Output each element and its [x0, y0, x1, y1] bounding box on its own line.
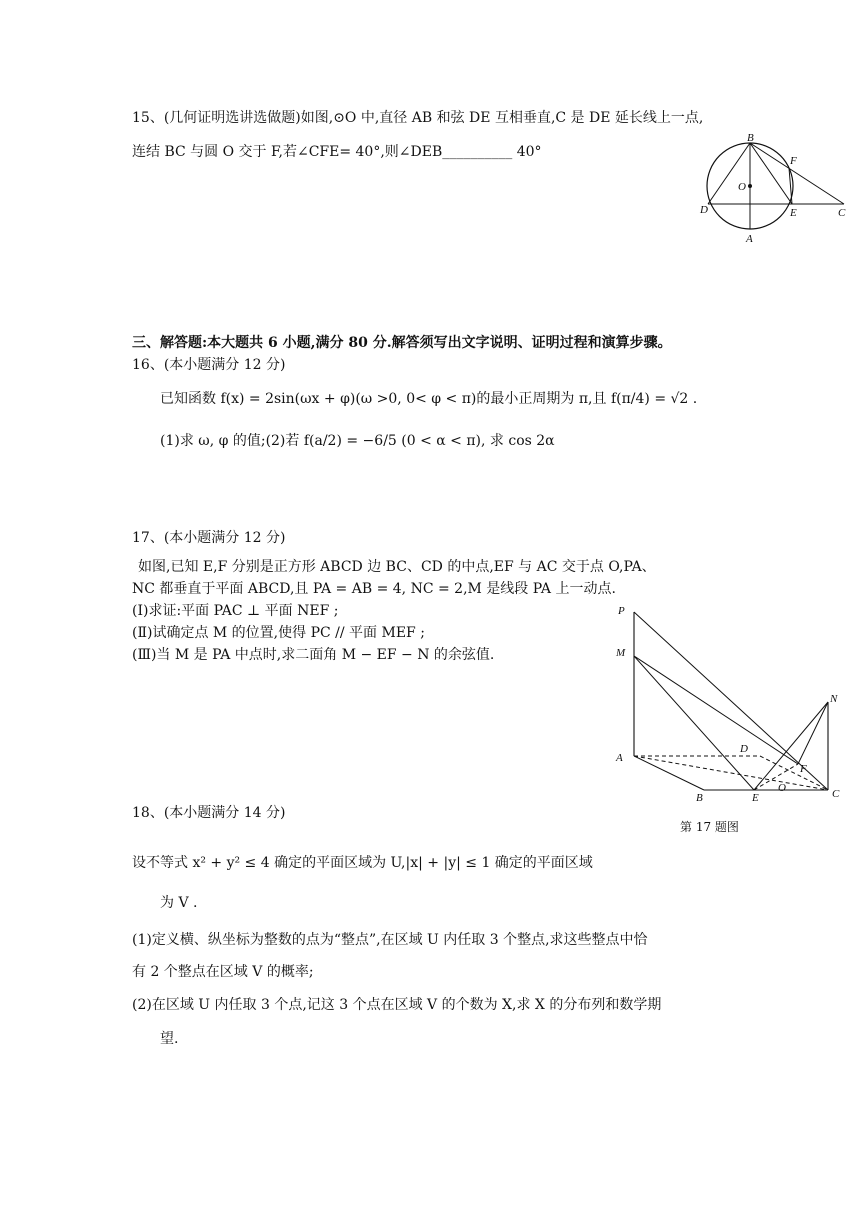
- label-c: C: [838, 207, 846, 219]
- label-a: A: [746, 233, 753, 245]
- edge-ef: [754, 764, 798, 790]
- q18-line1: 设不等式 x² + y² ≤ 4 确定的平面区域为 U,|x| + |y| ≤ 1 确定的平面区域: [132, 855, 593, 871]
- q17-solid-figure: [612, 600, 848, 804]
- q17-item1: (Ⅰ)求证:平面 PAC ⊥ 平面 NEF ;: [132, 603, 339, 619]
- q16-line2: (1)求 ω, φ 的值;(2)若 f(a/2) = −6/5 (0 < α < π), 求 cos 2α: [160, 433, 555, 449]
- label-f: F: [790, 155, 797, 167]
- label-d: D: [700, 204, 708, 216]
- q18-item2b: 望.: [160, 1031, 179, 1047]
- q18-item1a: (1)定义横、纵坐标为整数的点为“整点”,在区域 U 内任取 3 个整点,求这些整点中恰: [132, 932, 648, 948]
- q16-line1: 已知函数 f(x) = 2sin(ωx + φ)(ω >0, 0< φ < π)的最小正周期为 π,且 f(π/4) = √2 .: [160, 391, 698, 407]
- q17-item3: (Ⅲ)当 M 是 PA 中点时,求二面角 M − EF − N 的余弦值.: [132, 647, 495, 663]
- label-e: E: [752, 792, 759, 804]
- section3-heading: 三、解答题:本大题共 6 小题,满分 80 分.解答须写出文字说明、证明过程和演算步骤。: [132, 335, 672, 351]
- q18-title: 18、(本小题满分 14 分): [132, 805, 286, 821]
- label-b: B: [696, 792, 703, 804]
- label-e: E: [790, 207, 797, 219]
- q15-line1: 15、(几何证明选讲选做题)如图,⊙O 中,直径 AB 和弦 DE 互相垂直,C 是 DE 延长线上一点,: [132, 110, 704, 126]
- edge-ne: [754, 702, 828, 790]
- center-point: [748, 184, 752, 188]
- label-f: F: [800, 763, 807, 775]
- label-d: D: [740, 743, 748, 755]
- segment-be: [750, 143, 792, 204]
- q17-item2: (Ⅱ)试确定点 M 的位置,使得 PC // 平面 MEF ;: [132, 625, 425, 641]
- label-o: O: [738, 181, 746, 193]
- label-o: O: [778, 782, 786, 794]
- q17-line1: 如图,已知 E,F 分别是正方形 ABCD 边 BC、CD 的中点,EF 与 AC 交于点 O,PA、: [138, 559, 656, 575]
- q17-figure-caption: 第 17 题图: [680, 820, 739, 834]
- q15-line2: 连结 BC 与圆 O 交于 F,若∠CFE= 40°,则∠DEB__________ 40°: [132, 144, 542, 160]
- segment-bd: [708, 143, 750, 204]
- q18-item1b: 有 2 个整点在区域 V 的概率;: [132, 964, 314, 980]
- label-n: N: [830, 693, 838, 705]
- label-m: M: [616, 647, 626, 659]
- label-a: A: [616, 752, 623, 764]
- q18-line2: 为 V .: [160, 895, 198, 911]
- q16-title: 16、(本小题满分 12 分): [132, 357, 286, 373]
- edge-pc: [634, 612, 828, 790]
- q15-circle-figure: [698, 132, 850, 250]
- label-b: B: [747, 132, 754, 144]
- label-p: P: [618, 605, 625, 617]
- segment-bc: [750, 143, 844, 204]
- q17-title: 17、(本小题满分 12 分): [132, 530, 286, 546]
- q17-line2: NC 都垂直于平面 ABCD,且 PA = AB = 4, NC = 2,M 是线段 PA 上一动点.: [132, 581, 616, 597]
- q18-item2a: (2)在区域 U 内任取 3 个点,记这 3 个点在区域 V 的个数为 X,求 X 的分布列和数学期: [132, 997, 662, 1013]
- edge-ab: [634, 756, 704, 790]
- label-c: C: [832, 788, 840, 800]
